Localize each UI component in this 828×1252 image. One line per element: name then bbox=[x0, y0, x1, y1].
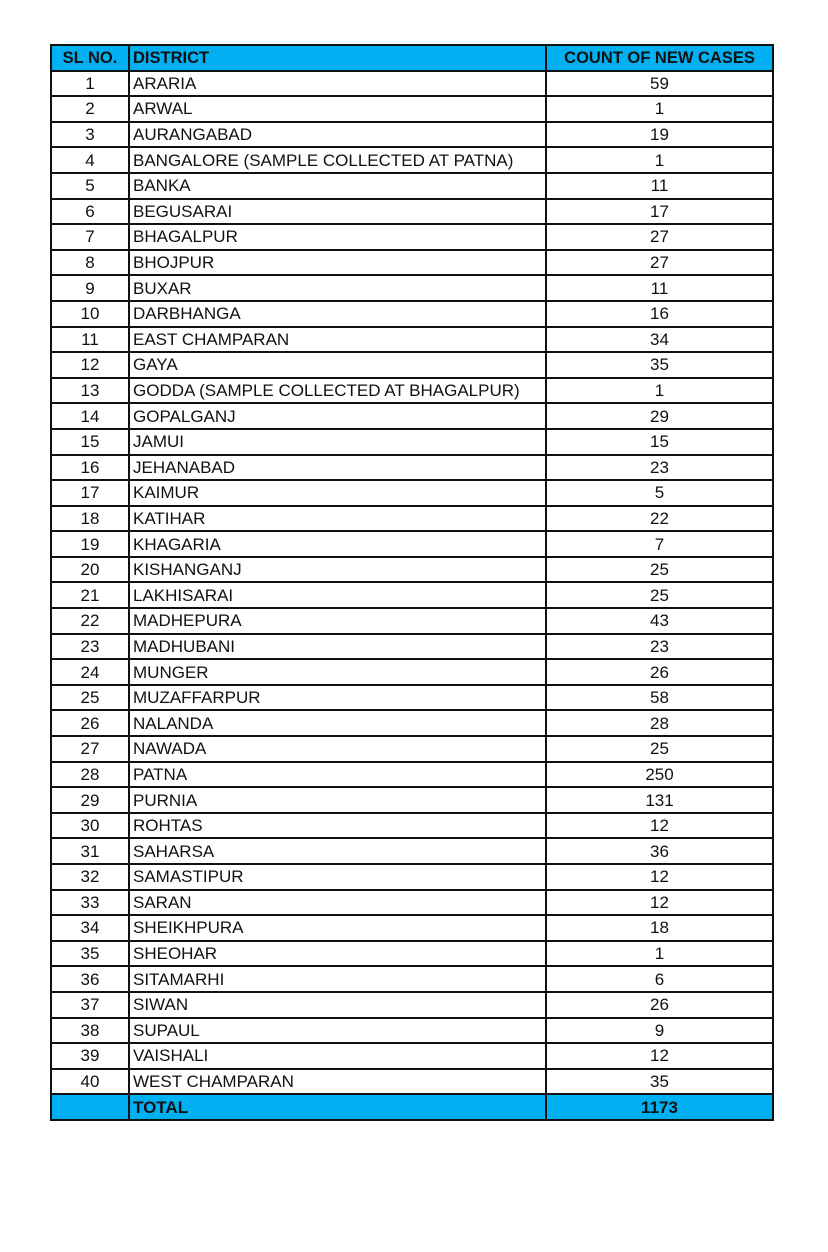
table-row bbox=[51, 1069, 773, 1095]
district-cell: BEGUSARAI bbox=[129, 199, 546, 225]
count-cell: 25 bbox=[546, 736, 773, 762]
sl-cell: 19 bbox=[51, 531, 129, 557]
table-row bbox=[51, 915, 773, 941]
district-cell: SUPAUL bbox=[129, 1018, 546, 1044]
district-cell: ROHTAS bbox=[129, 813, 546, 839]
table-row bbox=[51, 890, 773, 916]
count-cell: 25 bbox=[546, 557, 773, 583]
table-row bbox=[51, 173, 773, 199]
sl-cell: 14 bbox=[51, 403, 129, 429]
table-row bbox=[51, 992, 773, 1018]
count-cell: 25 bbox=[546, 582, 773, 608]
count-cell: 29 bbox=[546, 403, 773, 429]
count-cell: 43 bbox=[546, 608, 773, 634]
table-row bbox=[51, 762, 773, 788]
count-cell: 27 bbox=[546, 250, 773, 276]
count-cell: 22 bbox=[546, 506, 773, 532]
sl-cell: 38 bbox=[51, 1018, 129, 1044]
district-cell: EAST CHAMPARAN bbox=[129, 327, 546, 353]
table-row bbox=[51, 557, 773, 583]
count-cell: 35 bbox=[546, 1069, 773, 1095]
sl-cell: 21 bbox=[51, 582, 129, 608]
district-cell: SHEOHAR bbox=[129, 941, 546, 967]
sl-cell: 34 bbox=[51, 915, 129, 941]
table-row bbox=[51, 813, 773, 839]
count-cell: 59 bbox=[546, 71, 773, 97]
table-row bbox=[51, 787, 773, 813]
sl-cell: 9 bbox=[51, 275, 129, 301]
header-district: DISTRICT bbox=[129, 45, 546, 71]
district-cell: KATIHAR bbox=[129, 506, 546, 532]
district-cell: PATNA bbox=[129, 762, 546, 788]
district-cell: GAYA bbox=[129, 352, 546, 378]
count-cell: 23 bbox=[546, 455, 773, 481]
count-cell: 12 bbox=[546, 1043, 773, 1069]
sl-cell: 27 bbox=[51, 736, 129, 762]
district-cell: MUZAFFARPUR bbox=[129, 685, 546, 711]
sl-cell: 25 bbox=[51, 685, 129, 711]
sl-cell: 31 bbox=[51, 838, 129, 864]
district-cell: SAMASTIPUR bbox=[129, 864, 546, 890]
table-row bbox=[51, 1018, 773, 1044]
district-cell: SIWAN bbox=[129, 992, 546, 1018]
sl-cell: 8 bbox=[51, 250, 129, 276]
count-cell: 11 bbox=[546, 275, 773, 301]
table-row bbox=[51, 250, 773, 276]
sl-cell: 11 bbox=[51, 327, 129, 353]
sl-cell: 33 bbox=[51, 890, 129, 916]
count-cell: 12 bbox=[546, 813, 773, 839]
district-cell: SITAMARHI bbox=[129, 966, 546, 992]
table-row bbox=[51, 1043, 773, 1069]
sl-cell: 29 bbox=[51, 787, 129, 813]
district-cell: KHAGARIA bbox=[129, 531, 546, 557]
sl-cell: 15 bbox=[51, 429, 129, 455]
count-cell: 7 bbox=[546, 531, 773, 557]
count-cell: 26 bbox=[546, 992, 773, 1018]
district-cell: GOPALGANJ bbox=[129, 403, 546, 429]
table-body bbox=[51, 71, 773, 1095]
count-cell: 23 bbox=[546, 634, 773, 660]
count-cell: 9 bbox=[546, 1018, 773, 1044]
table-row bbox=[51, 199, 773, 225]
table-row bbox=[51, 455, 773, 481]
table-row bbox=[51, 531, 773, 557]
total-sl-cell bbox=[51, 1094, 129, 1120]
district-cell: AURANGABAD bbox=[129, 122, 546, 148]
count-cell: 28 bbox=[546, 710, 773, 736]
sl-cell: 4 bbox=[51, 147, 129, 173]
sl-cell: 18 bbox=[51, 506, 129, 532]
count-cell: 16 bbox=[546, 301, 773, 327]
district-cell: KISHANGANJ bbox=[129, 557, 546, 583]
count-cell: 6 bbox=[546, 966, 773, 992]
table-row bbox=[51, 685, 773, 711]
sl-cell: 16 bbox=[51, 455, 129, 481]
table-row bbox=[51, 301, 773, 327]
district-cell: BUXAR bbox=[129, 275, 546, 301]
sl-cell: 24 bbox=[51, 659, 129, 685]
sl-cell: 23 bbox=[51, 634, 129, 660]
district-cell: GODDA (SAMPLE COLLECTED AT BHAGALPUR) bbox=[129, 378, 546, 404]
table-row bbox=[51, 71, 773, 97]
table-row bbox=[51, 838, 773, 864]
district-cell: JAMUI bbox=[129, 429, 546, 455]
count-cell: 12 bbox=[546, 890, 773, 916]
sl-cell: 39 bbox=[51, 1043, 129, 1069]
sl-cell: 26 bbox=[51, 710, 129, 736]
district-cell: DARBHANGA bbox=[129, 301, 546, 327]
count-cell: 15 bbox=[546, 429, 773, 455]
sl-cell: 1 bbox=[51, 71, 129, 97]
count-cell: 34 bbox=[546, 327, 773, 353]
district-cell: LAKHISARAI bbox=[129, 582, 546, 608]
total-label: TOTAL bbox=[129, 1094, 546, 1120]
count-cell: 35 bbox=[546, 352, 773, 378]
district-cell: JEHANABAD bbox=[129, 455, 546, 481]
count-cell: 58 bbox=[546, 685, 773, 711]
district-cell: KAIMUR bbox=[129, 480, 546, 506]
sl-cell: 35 bbox=[51, 941, 129, 967]
count-cell: 12 bbox=[546, 864, 773, 890]
district-cell: SAHARSA bbox=[129, 838, 546, 864]
sl-cell: 3 bbox=[51, 122, 129, 148]
sl-cell: 40 bbox=[51, 1069, 129, 1095]
table-row bbox=[51, 582, 773, 608]
count-cell: 1 bbox=[546, 378, 773, 404]
table-row bbox=[51, 224, 773, 250]
sl-cell: 12 bbox=[51, 352, 129, 378]
district-cell: WEST CHAMPARAN bbox=[129, 1069, 546, 1095]
count-cell: 11 bbox=[546, 173, 773, 199]
sl-cell: 32 bbox=[51, 864, 129, 890]
sl-cell: 20 bbox=[51, 557, 129, 583]
count-cell: 36 bbox=[546, 838, 773, 864]
district-cell: BHOJPUR bbox=[129, 250, 546, 276]
count-cell: 18 bbox=[546, 915, 773, 941]
sl-cell: 7 bbox=[51, 224, 129, 250]
table-row bbox=[51, 864, 773, 890]
count-cell: 17 bbox=[546, 199, 773, 225]
table-row bbox=[51, 966, 773, 992]
table-row bbox=[51, 403, 773, 429]
district-cell: BANKA bbox=[129, 173, 546, 199]
table-row bbox=[51, 710, 773, 736]
count-cell: 250 bbox=[546, 762, 773, 788]
table-row bbox=[51, 608, 773, 634]
count-cell: 19 bbox=[546, 122, 773, 148]
table-row bbox=[51, 147, 773, 173]
table-row bbox=[51, 736, 773, 762]
count-cell: 27 bbox=[546, 224, 773, 250]
table-row bbox=[51, 275, 773, 301]
district-cell: NALANDA bbox=[129, 710, 546, 736]
table-row bbox=[51, 941, 773, 967]
district-cell: SARAN bbox=[129, 890, 546, 916]
district-cell: MADHUBANI bbox=[129, 634, 546, 660]
district-cell: ARARIA bbox=[129, 71, 546, 97]
table-row bbox=[51, 429, 773, 455]
sl-cell: 37 bbox=[51, 992, 129, 1018]
count-cell: 1 bbox=[546, 147, 773, 173]
sl-cell: 22 bbox=[51, 608, 129, 634]
count-cell: 26 bbox=[546, 659, 773, 685]
district-cell: VAISHALI bbox=[129, 1043, 546, 1069]
sl-cell: 17 bbox=[51, 480, 129, 506]
count-cell: 1 bbox=[546, 96, 773, 122]
count-cell: 1 bbox=[546, 941, 773, 967]
district-cell: MUNGER bbox=[129, 659, 546, 685]
district-cell: ARWAL bbox=[129, 96, 546, 122]
district-cases-table bbox=[50, 44, 774, 1121]
total-count: 1173 bbox=[546, 1094, 773, 1120]
header-row bbox=[51, 45, 773, 71]
district-cell: SHEIKHPURA bbox=[129, 915, 546, 941]
sl-cell: 2 bbox=[51, 96, 129, 122]
district-cell: NAWADA bbox=[129, 736, 546, 762]
table-row bbox=[51, 327, 773, 353]
header-sl-no: SL NO. bbox=[51, 45, 129, 71]
sl-cell: 36 bbox=[51, 966, 129, 992]
sl-cell: 28 bbox=[51, 762, 129, 788]
district-cell: MADHEPURA bbox=[129, 608, 546, 634]
table-row bbox=[51, 634, 773, 660]
district-cell: BHAGALPUR bbox=[129, 224, 546, 250]
table-row bbox=[51, 506, 773, 532]
table-row bbox=[51, 122, 773, 148]
table-row bbox=[51, 480, 773, 506]
table-row bbox=[51, 96, 773, 122]
sl-cell: 6 bbox=[51, 199, 129, 225]
count-cell: 131 bbox=[546, 787, 773, 813]
header-count: COUNT OF NEW CASES bbox=[546, 45, 773, 71]
sl-cell: 10 bbox=[51, 301, 129, 327]
district-cell: BANGALORE (SAMPLE COLLECTED AT PATNA) bbox=[129, 147, 546, 173]
table-row bbox=[51, 378, 773, 404]
district-cell: PURNIA bbox=[129, 787, 546, 813]
sl-cell: 13 bbox=[51, 378, 129, 404]
total-row bbox=[51, 1094, 773, 1120]
count-cell: 5 bbox=[546, 480, 773, 506]
sl-cell: 30 bbox=[51, 813, 129, 839]
table-row bbox=[51, 659, 773, 685]
sl-cell: 5 bbox=[51, 173, 129, 199]
table-row bbox=[51, 352, 773, 378]
